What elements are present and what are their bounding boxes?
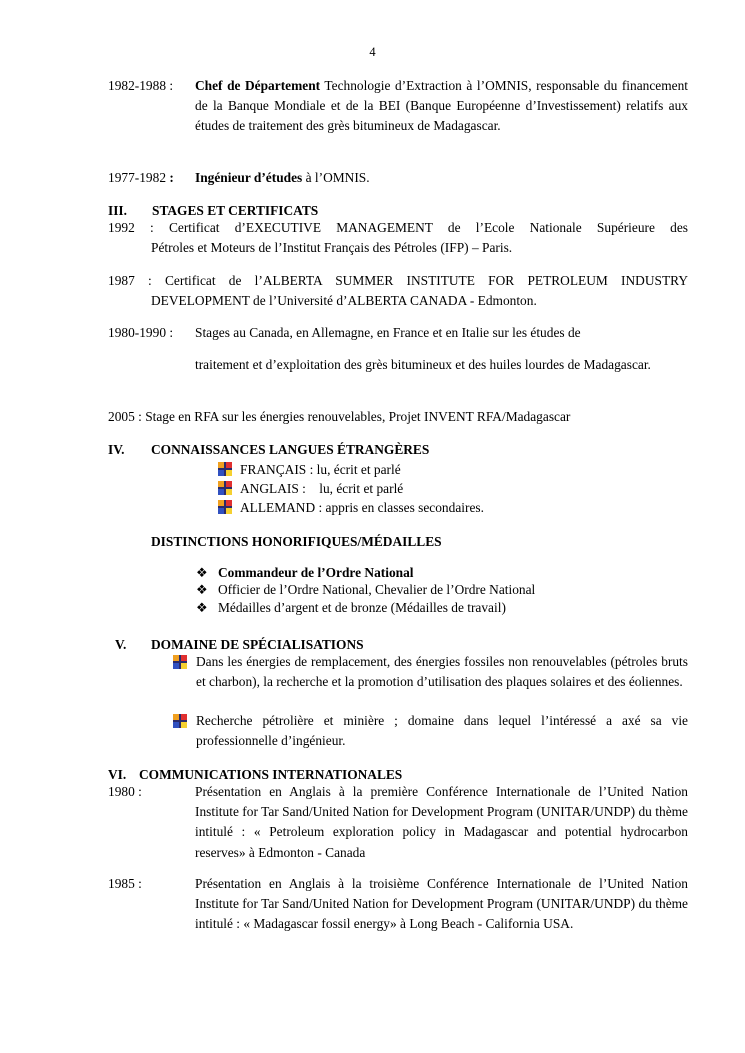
diamond-bullet-icon: ❖ bbox=[196, 565, 208, 580]
distinctions-heading: DISTINCTIONS HONORIFIQUES/MÉDAILLES bbox=[151, 534, 442, 549]
certificate-year: 1992 : bbox=[108, 220, 169, 235]
communication-date: 1985 : bbox=[108, 876, 142, 891]
section-title: CONNAISSANCES LANGUES ÉTRANGÈRES bbox=[151, 442, 430, 457]
communication-date: 1980 : bbox=[108, 784, 142, 799]
entry-text: à l’OMNIS. bbox=[302, 170, 370, 185]
career-entry-1982 bbox=[108, 76, 688, 136]
certificate-text: Certificat d’EXECUTIVE MANAGEMENT de l’Ecole Nationale Supérieure des bbox=[168, 220, 689, 235]
section-title: DOMAINE DE SPÉCIALISATIONS bbox=[151, 637, 364, 652]
certificate-text-cont: DEVELOPMENT de l’Université d’ALBERTA CANADA - Edmonton. bbox=[151, 292, 537, 308]
section-number: V. bbox=[115, 637, 127, 652]
stage-date: 1980-1990 : bbox=[108, 325, 174, 340]
communication-1985 bbox=[108, 874, 688, 935]
language-name: ANGLAIS : bbox=[240, 481, 313, 496]
entry-date bbox=[108, 168, 174, 188]
section-number: III. bbox=[108, 203, 127, 218]
certificate-1992 bbox=[108, 218, 688, 257]
stage-line-2: traitement et d’exploitation des grès bitumineux et des huiles lourdes de Madagascar. bbox=[195, 357, 651, 372]
entry-colon: : bbox=[166, 170, 174, 185]
stage-line-1: Stages au Canada, en Allemagne, en France et en Italie sur les études de bbox=[195, 325, 581, 340]
entry-date: 1982-1988 : bbox=[108, 78, 174, 93]
section-number: IV. bbox=[108, 442, 125, 457]
page-number: 4 bbox=[369, 45, 376, 59]
language-item-english bbox=[218, 479, 403, 499]
flag-bullet-icon bbox=[173, 655, 187, 669]
diamond-bullet-icon: ❖ bbox=[196, 582, 208, 597]
stage-2005: 2005 : Stage en RFA sur les énergies renouvelables, Projet INVENT RFA/Madagascar bbox=[108, 409, 571, 424]
section-number: VI. bbox=[108, 767, 127, 782]
section-title: STAGES ET CERTIFICATS bbox=[152, 203, 319, 218]
language-item-french bbox=[218, 460, 401, 480]
communication-text: Présentation en Anglais à la première Conférence Internationale de l’United Nation Institute for Tar Sand/United Nation for Development Program (UNITAR/UNDP) du thème intitulé : « Petroleum exploration policy in Madagascar and potential hydrocarbon reserves» à Edmonton - Canada bbox=[195, 784, 688, 860]
distinction-item bbox=[196, 598, 506, 618]
language-level: lu, écrit et parlé bbox=[312, 481, 404, 496]
flag-bullet-icon bbox=[173, 714, 187, 728]
distinction-text: Commandeur de l’Ordre National bbox=[218, 565, 414, 580]
distinction-text: Officier de l’Ordre National, Chevalier de l’Ordre National bbox=[218, 582, 536, 597]
communication-text: Présentation en Anglais à la troisième Conférence Internationale de l’United Nation Institute for Tar Sand/United Nation for Development Program (UNITAR/UNDP) du thème intitulé : « Madagascar fossil energy» à Long Beach - California USA. bbox=[195, 876, 688, 932]
entry-date-text: 1977-1982 bbox=[108, 170, 167, 185]
certificate-1987 bbox=[108, 271, 688, 310]
entry-body bbox=[195, 168, 688, 188]
stages-1980-1990 bbox=[108, 323, 688, 375]
flag-bullet-icon bbox=[218, 462, 232, 476]
entry-body bbox=[195, 76, 688, 136]
distinction-text: Médailles d’argent et de bronze (Médailles de travail) bbox=[218, 600, 506, 615]
language-level: appris en classes secondaires. bbox=[325, 500, 484, 515]
specialisation-item bbox=[173, 711, 688, 751]
certificate-text-cont: Pétroles et Moteurs de l’Institut Français des Pétroles (IFP) – Paris. bbox=[151, 239, 513, 255]
language-name: FRANÇAIS : bbox=[240, 462, 317, 477]
section-title: COMMUNICATIONS INTERNATIONALES bbox=[139, 767, 403, 782]
flag-bullet-icon bbox=[218, 481, 232, 495]
certificate-text: Certificat de l’ALBERTA SUMMER INSTITUTE FOR PETROLEUM INDUSTRY bbox=[164, 273, 688, 288]
communication-1980 bbox=[108, 782, 688, 863]
language-item-german bbox=[218, 498, 484, 518]
diamond-bullet-icon: ❖ bbox=[196, 600, 208, 615]
entry-title: Ingénieur d’études bbox=[195, 170, 303, 185]
specialisation-text: Dans les énergies de remplacement, des énergies fossiles non renouvelables (pétroles bruts et charbon), la recherche et la promotion d’utilisation des plaques solaires et des éoliennes. bbox=[196, 654, 688, 689]
specialisation-text: Recherche pétrolière et minière ; domaine dans lequel l’intéressé a axé sa vie professionnelle d’ingénieur. bbox=[196, 713, 688, 748]
certificate-year: 1987 : bbox=[108, 273, 165, 288]
entry-title: Chef de Département bbox=[195, 78, 321, 93]
language-name: ALLEMAND : bbox=[240, 500, 326, 515]
distinction-item bbox=[196, 580, 535, 600]
specialisation-item bbox=[173, 652, 688, 692]
entry-text: Technologie d’Extraction à l’OMNIS, responsable du financement de la Banque Mondiale et de la BEI (Banque Européenne d’Investissement) relatifs aux études de traitement des grès bitumineux de Madagascar. bbox=[195, 78, 688, 133]
career-entry-1977 bbox=[108, 168, 688, 188]
flag-bullet-icon bbox=[218, 500, 232, 514]
language-level: lu, écrit et parlé bbox=[316, 462, 401, 477]
